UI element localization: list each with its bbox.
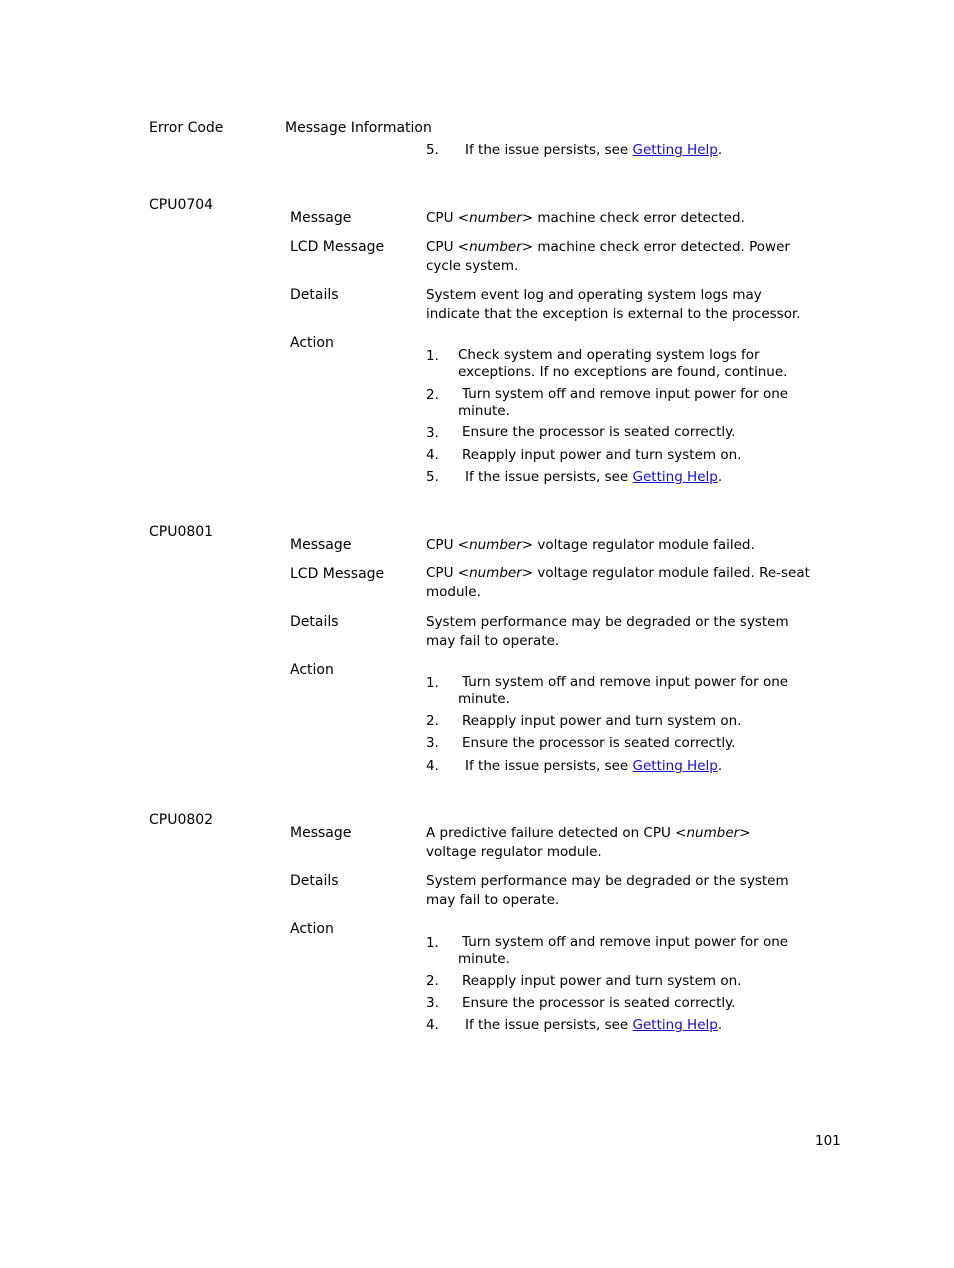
step-number: 4. xyxy=(426,447,439,463)
details-label: Details xyxy=(290,287,339,303)
getting-help-link[interactable]: Getting Help xyxy=(632,1017,718,1033)
details-text: System performance may be degraded or the system may fail to operate. xyxy=(426,614,789,649)
details-text: System event log and operating system logs may indicate that the exception is external to the processor. xyxy=(426,287,801,322)
lcd-message-text: CPU <number> machine check error detected. Power cycle system. xyxy=(426,239,790,274)
step-number: 5. xyxy=(426,469,439,485)
step-text: Turn system off and remove input power for one minute. xyxy=(458,934,789,967)
message-label: Message xyxy=(290,537,352,553)
step-text: Reapply input power and turn system on. xyxy=(462,713,742,729)
step-number: 3. xyxy=(426,425,439,441)
step-number: 4. xyxy=(426,758,439,774)
error-code-cpu0704: CPU0704 xyxy=(149,197,214,213)
message-label: Message xyxy=(290,210,352,226)
header-message-information: Message Information xyxy=(285,120,432,136)
action-label: Action xyxy=(290,921,334,937)
details-label: Details xyxy=(290,614,339,630)
step-number: 1. xyxy=(426,348,439,364)
header-error-code: Error Code xyxy=(149,120,224,136)
lcd-message-label: LCD Message xyxy=(290,239,385,255)
step-number: 1. xyxy=(426,675,439,691)
message-label: Message xyxy=(290,825,352,841)
step-text: Ensure the processor is seated correctly. xyxy=(462,995,736,1011)
step-text: Turn system off and remove input power for one minute. xyxy=(458,386,789,419)
message-text: CPU <number> voltage regulator module failed. xyxy=(426,537,755,553)
details-text: System performance may be degraded or the system may fail to operate. xyxy=(426,873,789,908)
getting-help-link[interactable]: Getting Help xyxy=(632,758,718,774)
step-text: If the issue persists, see Getting Help. xyxy=(465,469,723,485)
carryover-step-number: 5. xyxy=(426,142,439,158)
step-text: Ensure the processor is seated correctly. xyxy=(462,424,736,440)
step-number: 3. xyxy=(426,995,439,1011)
step-number: 1. xyxy=(426,935,439,951)
step-text: If the issue persists, see Getting Help. xyxy=(465,758,723,774)
step-text: Reapply input power and turn system on. xyxy=(462,973,742,989)
carryover-step-text: If the issue persists, see Getting Help. xyxy=(465,142,723,158)
step-text: Check system and operating system logs for exceptions. If no exceptions are found, continue. xyxy=(458,347,788,380)
error-code-cpu0801: CPU0801 xyxy=(149,524,214,540)
step-number: 4. xyxy=(426,1017,439,1033)
step-number: 2. xyxy=(426,387,439,403)
action-label: Action xyxy=(290,335,334,351)
error-code-cpu0802: CPU0802 xyxy=(149,812,214,828)
step-text: Turn system off and remove input power for one minute. xyxy=(458,674,789,707)
getting-help-link[interactable]: Getting Help xyxy=(632,142,718,158)
step-text: Reapply input power and turn system on. xyxy=(462,447,742,463)
details-label: Details xyxy=(290,873,339,889)
step-text: If the issue persists, see Getting Help. xyxy=(465,1017,723,1033)
step-number: 2. xyxy=(426,713,439,729)
step-number: 3. xyxy=(426,735,439,751)
lcd-message-label: LCD Message xyxy=(290,566,385,582)
action-label: Action xyxy=(290,662,334,678)
lcd-message-text: CPU <number> voltage regulator module failed. Re-seat module. xyxy=(426,565,810,600)
message-text: CPU <number> machine check error detected. xyxy=(426,210,745,226)
page-number: 101 xyxy=(815,1133,841,1149)
getting-help-link[interactable]: Getting Help xyxy=(632,469,718,485)
step-number: 2. xyxy=(426,973,439,989)
message-text: A predictive failure detected on CPU <number> voltage regulator module. xyxy=(426,825,751,860)
step-text: Ensure the processor is seated correctly. xyxy=(462,735,736,751)
